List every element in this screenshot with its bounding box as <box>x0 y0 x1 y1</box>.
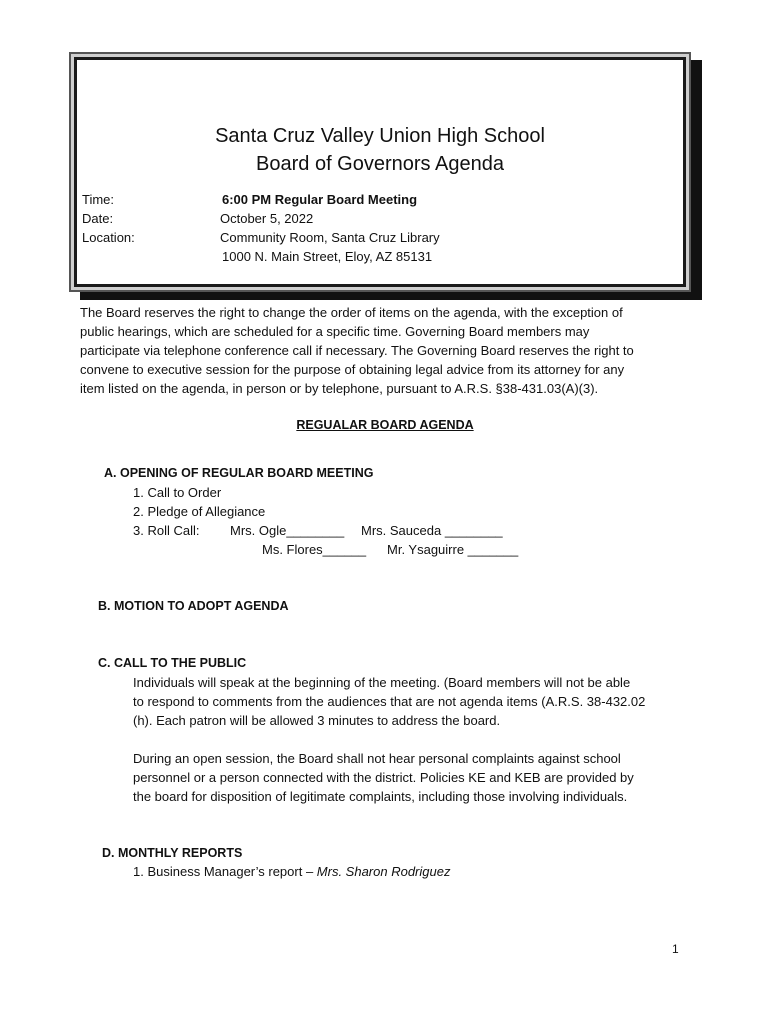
section-b-title: B. MOTION TO ADOPT AGENDA <box>98 599 289 613</box>
paragraph-line: During an open session, the Board shall not hear personal complaints against school <box>133 751 621 766</box>
roll-flores: Ms. Flores______ <box>262 542 367 557</box>
call-to-order-item: 1. Call to Order <box>133 485 222 500</box>
section-c-title: C. CALL TO THE PUBLIC <box>98 656 247 670</box>
pledge-item: 2. Pledge of Allegiance <box>133 504 266 519</box>
time-value: 6:00 PM Regular Board Meeting <box>222 192 418 207</box>
roll-call-item: 3. Roll Call: <box>133 523 200 538</box>
roll-ysaguirre: Mr. Ysaguirre _______ <box>387 542 519 557</box>
page-number: 1 <box>672 942 679 956</box>
roll-sauceda: Mrs. Sauceda ________ <box>361 523 503 538</box>
time-label: Time: <box>82 192 115 207</box>
paragraph-line: Individuals will speak at the beginning of the meeting. (Board members will not be able <box>133 675 631 690</box>
report-label: 1. Business Manager’s report – <box>133 864 317 879</box>
business-manager-report-item <box>133 862 450 881</box>
section-a-title: A. OPENING OF REGULAR BOARD MEETING <box>104 466 374 480</box>
location-label: Location: <box>82 230 135 245</box>
paragraph-line: (h). Each patron will be allowed 3 minutes to address the board. <box>133 713 501 728</box>
paragraph-line: personnel or a person connected with the district. Policies KE and KEB are provided by <box>133 770 634 785</box>
location-line2: 1000 N. Main Street, Eloy, AZ 85131 <box>222 249 433 264</box>
public-call-paragraph-1 <box>133 673 693 730</box>
agenda-heading: REGUALAR BOARD AGENDA <box>296 418 474 432</box>
date-value: October 5, 2022 <box>220 211 314 226</box>
header-box <box>74 57 686 287</box>
section-d-title: D. MONTHLY REPORTS <box>102 846 243 860</box>
intro-line: convene to executive session for the purpose of obtaining legal advice from its attorney for any <box>80 362 625 377</box>
report-presenter: Mrs. Sharon Rodriguez <box>316 864 451 879</box>
public-call-paragraph-2 <box>133 749 693 806</box>
intro-line: participate via telephone conference call if necessary. The Governing Board reserves the right to <box>80 343 634 358</box>
roll-ogle: Mrs. Ogle________ <box>230 523 345 538</box>
date-label: Date: <box>82 211 114 226</box>
intro-paragraph <box>80 303 690 398</box>
agenda-title: Board of Governors Agenda <box>256 153 504 175</box>
intro-line: The Board reserves the right to change the order of items on the agenda, with the exception of <box>80 305 623 320</box>
intro-line: public hearings, which are scheduled for a specific time. Governing Board members may <box>80 324 590 339</box>
paragraph-line: the board for disposition of legitimate complaints, including those involving individuals. <box>133 789 628 804</box>
location-line1: Community Room, Santa Cruz Library <box>220 230 440 245</box>
paragraph-line: to respond to comments from the audiences that are not agenda items (A.R.S. 38-432.02 <box>133 694 646 709</box>
intro-line: item listed on the agenda, in person or by telephone, pursuant to A.R.S. §38-431.03(A)(3). <box>80 381 599 396</box>
school-title: Santa Cruz Valley Union High School <box>215 125 545 147</box>
